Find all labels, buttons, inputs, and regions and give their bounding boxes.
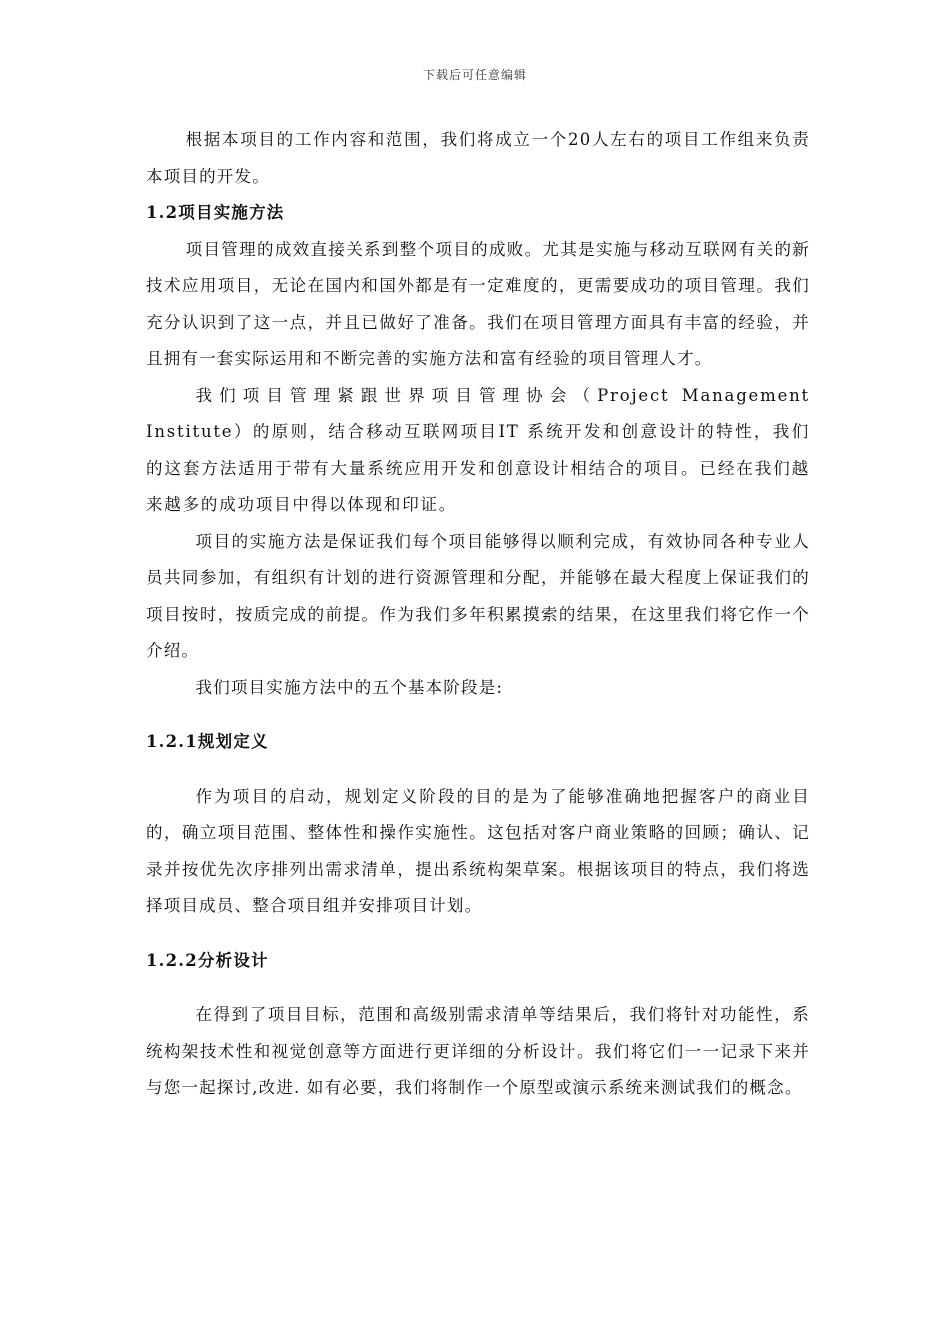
intro-paragraph: 根据本项目的工作内容和范围，我们将成立一个20人左右的项目工作组来负责本项目的开发。	[146, 130, 810, 186]
subsection-heading-1-2-2: 1.2.2分析设计	[146, 950, 269, 970]
paragraph-1-2-d: 我们项目实施方法中的五个基本阶段是:	[195, 677, 504, 697]
subsection-heading-1-2-1: 1.2.1规划定义	[146, 732, 269, 751]
paragraph-1-2-2: 在得到了项目目标，范围和高级别需求清单等结果后，我们将针对功能性，系统构架技术性和视觉创意等方面进行更详细的分析设计。我们将它们一一记录下来并与您一起探讨,改进. 如有必要，我们将制作一个原型或演示系统来测试我们的概念。	[146, 1005, 810, 1097]
paragraph-1-2-c: 项目的实施方法是保证我们每个项目能够得以顺利完成，有效协同各种专业人员共同参加，有组织有计划的进行资源管理和分配，并能够在最大程度上保证我们的项目按时，按质完成的前提。作为我们多年积累摸索的结果，在这里我们将它作一个介绍。	[146, 531, 810, 660]
paragraph-1-2-a: 项目管理的成效直接关系到整个项目的成败。尤其是实施与移动互联网有关的新技术应用项目，无论在国内和国外都是有一定难度的，更需要成功的项目管理。我们充分认识到了这一点，并且已做好了准备。我们在项目管理方面具有丰富的经验，并且拥有一套实际运用和不断完善的实施方法和富有经验的项目管理人才。	[146, 239, 810, 368]
document-body	[146, 122, 810, 1107]
section-heading-1-2: 1.2项目实施方法	[146, 203, 285, 222]
paragraph-1-2-b: 我们项目管理紧跟世界项目管理协会（Project Management Institute）的原则，结合移动互联网项目IT 系统开发和创意设计的特性，我们的这套方法适用于带有大量系统应用开发和创意设计相结合的项目。已经在我们越来越多的成功项目中得以体现和印证。	[146, 385, 810, 514]
paragraph-1-2-1: 作为项目的启动，规划定义阶段的目的是为了能够准确地把握客户的商业目的，确立项目范围、整体性和操作实施性。这包括对客户商业策略的回顾；确认、记录并按优先次序排列出需求清单，提出系统构架草案。根据该项目的特点，我们将选择项目成员、整合项目组并安排项目计划。	[146, 786, 810, 915]
page-header-note: 下载后可任意编辑	[422, 68, 527, 82]
